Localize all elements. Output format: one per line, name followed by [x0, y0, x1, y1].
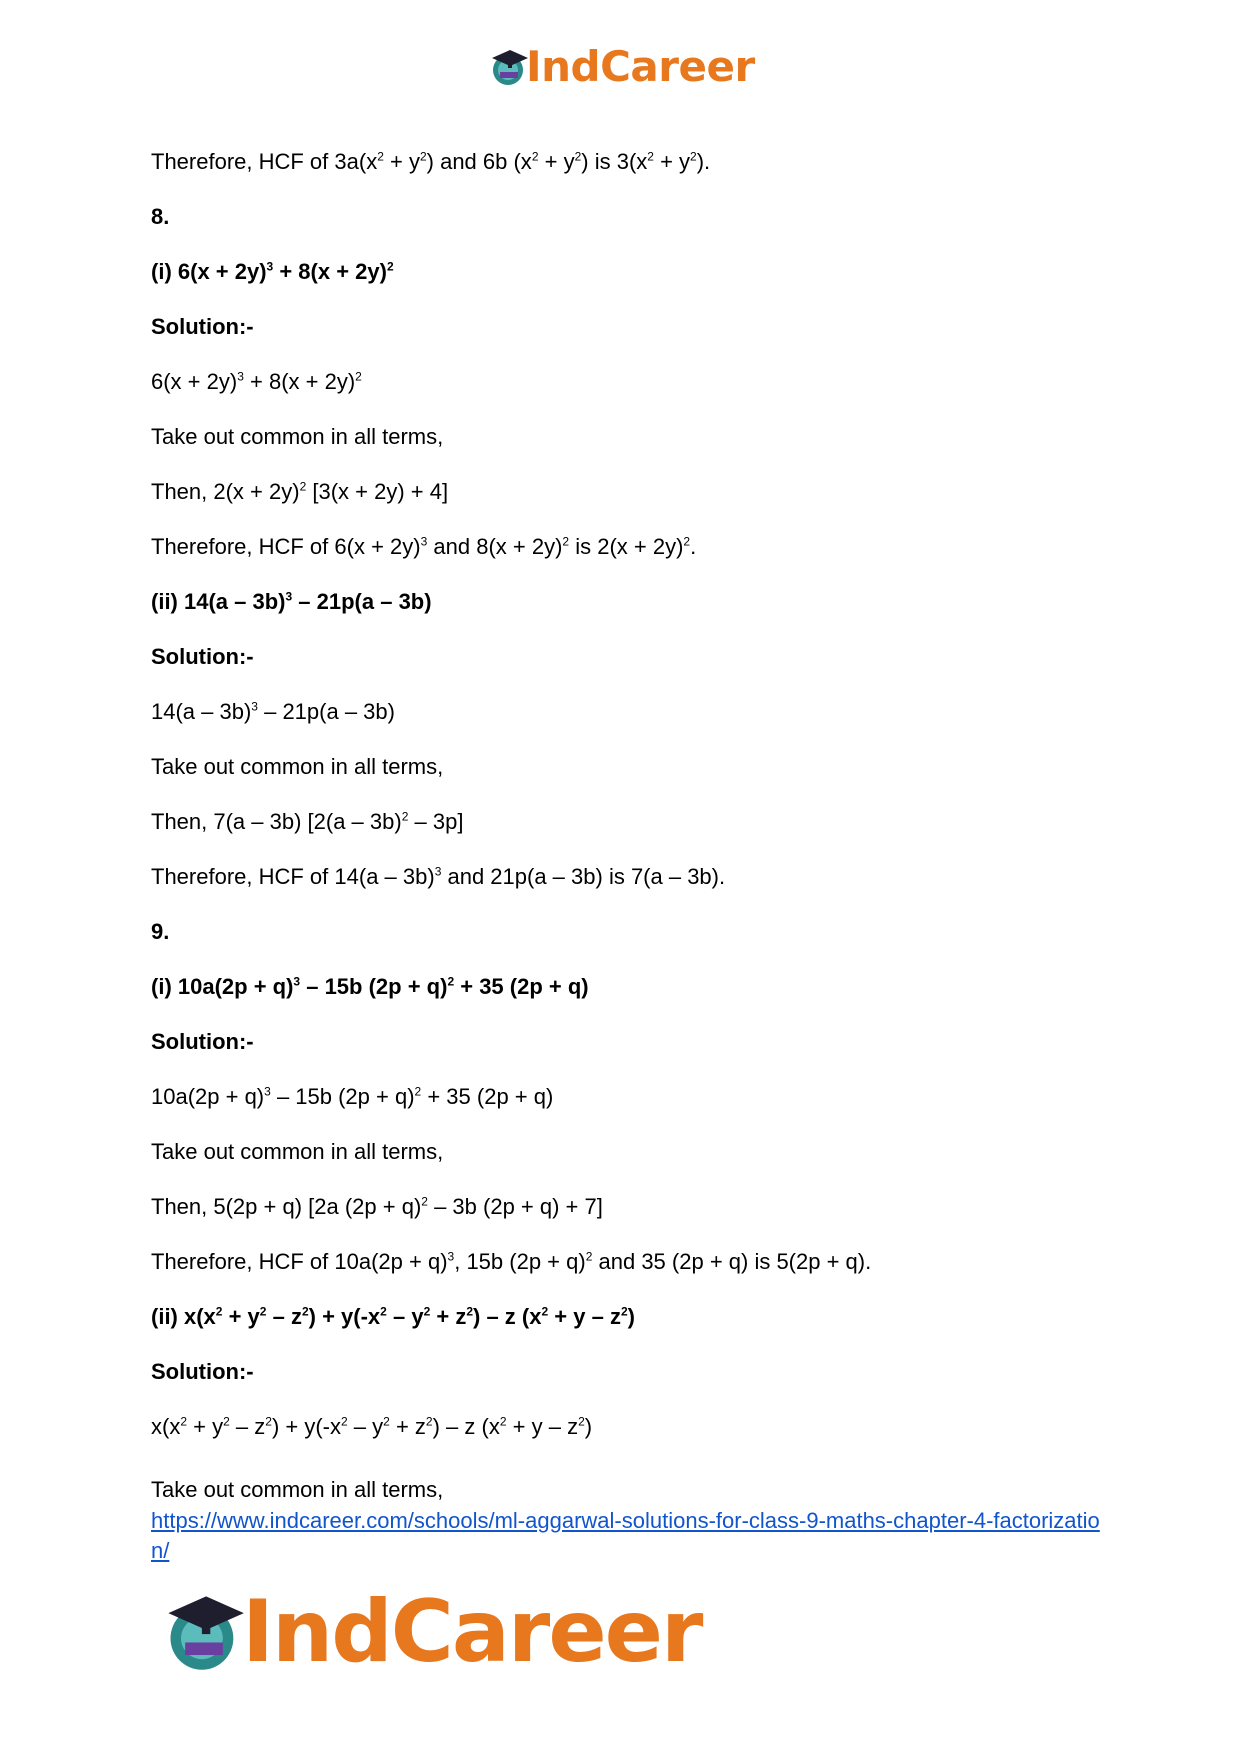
question-number: 9.	[151, 919, 170, 944]
header-logo	[488, 42, 755, 92]
brand-name: IndCareer	[526, 42, 755, 91]
question-heading: (i) $6(x + 2y)^3 + 8(x + 2y)^2$	[151, 259, 394, 284]
brand-name: IndCareer	[242, 1582, 702, 1682]
text-line: $x(x^2 + y^2 - z^2) + y(-x^2 - y^2 + z^2) - z$ $(x^2 + y - z^2)$	[151, 1414, 593, 1439]
question-heading: (i) $10a(2p + q)^3 - 15b$ $(2p + q)^2 + 35$ (2p + q)	[151, 974, 589, 999]
text-line: Therefore, HCF of $10a(2p + q)^3$, 15b $(2p + q)^2$ and 35 (2p + q) is 5(2p + q).	[151, 1249, 872, 1274]
footer-logo	[160, 1582, 701, 1682]
text-line: Take out common in all terms,	[151, 424, 444, 449]
text-line: Therefore, HCF of 14(a – 3b)$^3$ and 21p(a – 3b) is 7(a – 3b).	[151, 864, 726, 889]
text-line: Therefore, HCF of $6(x + 2y)^3$ and $8(x + 2y)^2$ is $2(x + 2y)^2$.	[151, 534, 697, 559]
question-number: 8.	[151, 204, 170, 229]
solution-label: Solution:-	[151, 1029, 254, 1054]
graduation-cap-globe-icon	[488, 46, 530, 88]
text-line: Therefore, HCF of $3a(x^2 + y^2)$ and 6b $(x^2 + y^2)$ is $3(x^2 + y^2)$.	[151, 149, 711, 174]
text-line: Then, 5(2p + q) [2a $(2p + q)^2 - 3b$ (2p + q) + 7]	[151, 1194, 603, 1219]
graduation-cap-globe-icon	[160, 1588, 248, 1676]
text-line: Take out common in all terms,	[151, 754, 444, 779]
text-line: 14(a – 3b)$^3$ – 21p(a – 3b)	[151, 699, 395, 724]
text-line: Then, 7(a – 3b) [2(a – 3b)$^2$ – 3p]	[151, 809, 464, 834]
text-line: Take out common in all terms,	[151, 1477, 444, 1502]
question-heading: (ii) 14(a – 3b)$^3$ – 21p(a – 3b)	[151, 589, 432, 614]
solution-label: Solution:-	[151, 314, 254, 339]
text-line: Then, $2(x + 2y)^2$ [3(x + 2y) + 4]	[151, 479, 449, 504]
solution-label: Solution:-	[151, 644, 254, 669]
question-heading: (ii) $x(x^2 + y^2 - z^2) + y(-x^2 - y^2 + z^2) - z$ $(x^2 + y - z^2)$	[151, 1304, 635, 1329]
source-link[interactable]: https://www.indcareer.com/schools/ml-aggarwal-solutions-for-class-9-maths-chapter-4-factorization/	[151, 1508, 1100, 1563]
text-line: Take out common in all terms,	[151, 1139, 444, 1164]
text-line: $10a(2p + q)^3 - 15b$ $(2p + q)^2 + 35$ (2p + q)	[151, 1084, 554, 1109]
text-line: $6(x + 2y)^3 + 8(x + 2y)^2$	[151, 369, 362, 394]
solution-label: Solution:-	[151, 1359, 254, 1384]
